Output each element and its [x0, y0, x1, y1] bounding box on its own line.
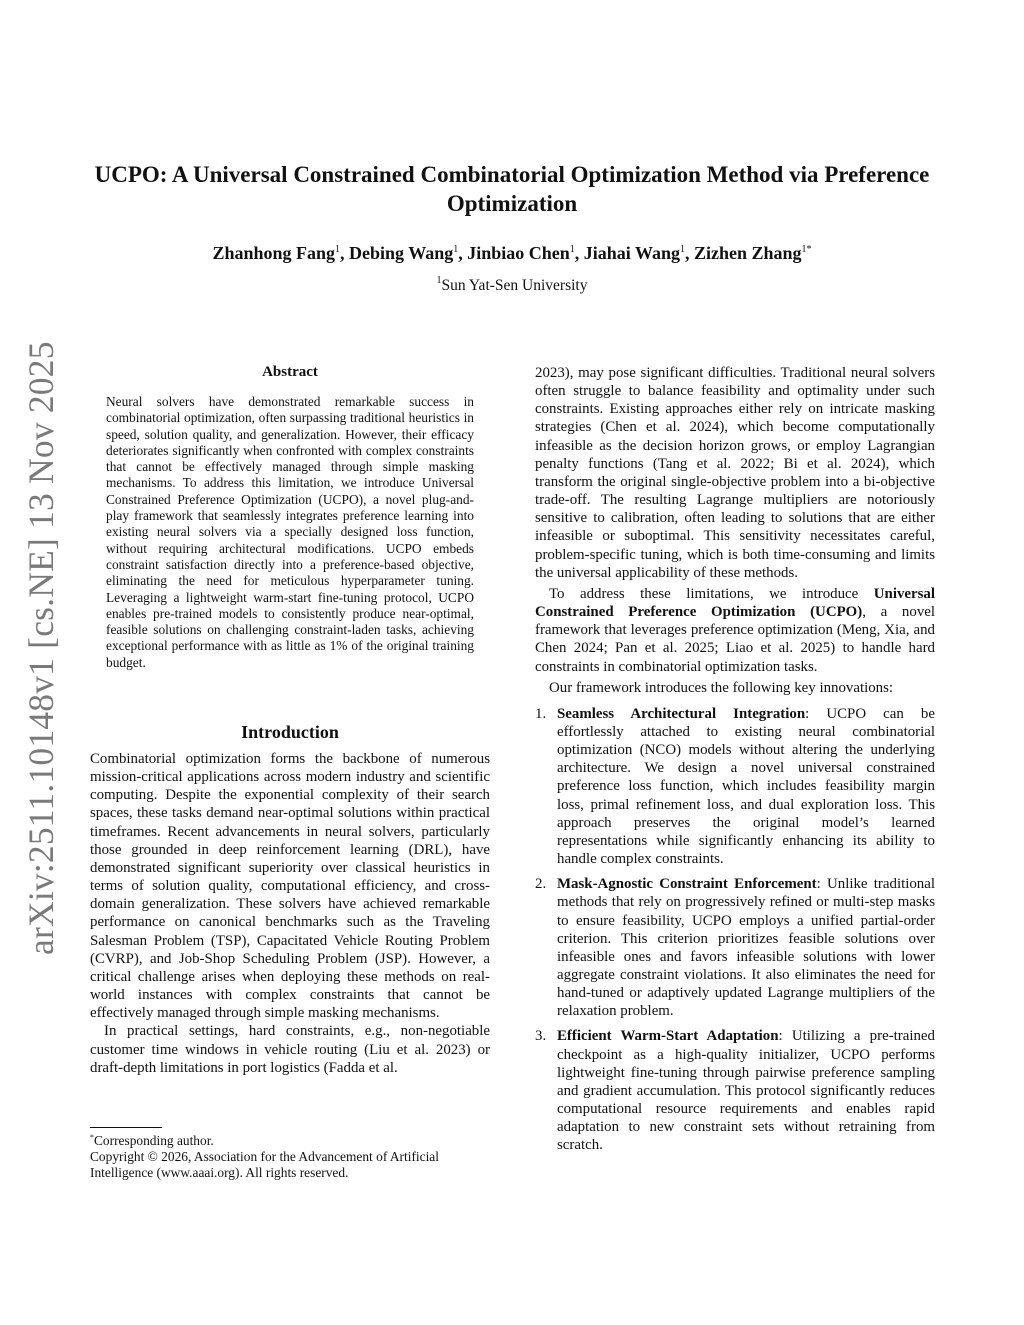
right-column — [535, 364, 935, 1162]
introduction-body — [90, 750, 490, 1077]
introduction-heading: Introduction — [241, 722, 339, 742]
paragraph: Combinatorial optimization forms the backbone of numerous mission-critical applications across modern industry and scientific computing. Despite the exponential complexity of their search spaces, these tasks demand near-optimal solutions within practical timeframes. Recent advancements in neural solvers, particularly those grounded in deep reinforcement learning (DRL), have demonstrated significant superiority over classical heuristics in terms of solution quality, computational efficiency, and cross-domain generalization. These solvers have achieved remarkable performance on canonical benchmarks such as the Traveling Salesman Problem (TSP), Capacitated Vehicle Routing Problem (CVRP), and Job-Shop Scheduling Problem (JSP). However, a critical challenge arises when deploying these methods on real-world instances with complex constraints that cannot be effectively managed through simple masking mechanisms. — [90, 751, 490, 1022]
author: Debing Wang$^1$, — [349, 243, 468, 263]
paragraph: Our framework introduces the following key innovations: — [549, 679, 894, 696]
abstract-text: Neural solvers have demonstrated remarkable success in combinatorial optimization, often surpassing traditional heuristics in speed, solution quality, and generalization. However, their efficacy deteriorates significantly when confronted with complex constraints that cannot be effectively managed through simple masking mechanisms. To address this limitation, we introduce Universal Constrained Preference Optimization (UCPO), a novel plug-and-play framework that seamlessly integrates preference learning into existing neural solvers via a specially designed loss function, without requiring architectural modifications. UCPO embeds constraint satisfaction directly into a preference-based objective, eliminating the need for meticulous hyperparameter tuning. Leveraging a lightweight warm-start fine-tuning protocol, UCPO enables pre-trained models to consistently produce near-optimal, feasible solutions on challenging constraint-laden tasks, achieving exceptional performance with as little as 1% of the original training budget. — [106, 394, 474, 670]
paper-title: UCPO: A Universal Constrained Combinatorial Optimization Method via Preference Optimization — [94, 162, 930, 216]
arxiv-identifier: arXiv:2511.10148v1 [cs.NE] 13 Nov 2025 — [21, 341, 61, 955]
footnotes — [90, 1130, 490, 1181]
affiliation: $^1$Sun Yat-Sen University — [436, 275, 588, 294]
author: Jinbiao Chen$^1$, — [467, 243, 584, 263]
paragraph: In practical settings, hard constraints, e.g., non-negotiable customer time windows in vehicle routing (Liu et al. 2023) or draft-depth limitations in port logistics (Fadda et al. — [90, 1023, 490, 1076]
corresponding-author-note: *Corresponding author. — [90, 1133, 214, 1148]
paragraph: 2023), may pose significant difficulties. Traditional neural solvers often struggle to balance feasibility and optimality under such constraints. Existing approaches either rely on intricate masking strategies (Chen et al. 2024), which become computationally infeasible as the decision horizon grows, or employ Lagrangian penalty functions (Tang et al. 2022; Bi et al. 2024), which transform the original single-objective problem into a bi-objective trade-off. The resulting Lagrange multipliers are notoriously sensitive to calibration, often leading to solutions that are either infeasible or suboptimal. This sensitivity necessitates careful, problem-specific tuning, which is both time-consuming and limits the universal applicability of these methods. — [535, 365, 935, 581]
author: Jiahai Wang$^1$, — [583, 243, 694, 263]
list-item: 3. Efficient Warm-Start Adaptation: Utilizing a pre-trained checkpoint as a high-quality initializer, UCPO performs lightweight fine-tuning through pairwise preference sampling and gradient accumulation. This protocol significantly reduces computational resource requirements and enables rapid adaptation to new constraint sets without retraining from scratch. — [535, 1028, 935, 1154]
list-item: 2. Mask-Agnostic Constraint Enforcement: Unlike traditional methods that rely on progressively refined or multi-step masks to ensure feasibility, UCPO employs a unified partial-order criterion. This criterion prioritizes feasible solutions over infeasible ones and favors infeasible solutions with lower aggregate constraint violations. It also eliminates the need for hand-tuned or adaptively updated Lagrange multipliers of the relaxation problem. — [535, 876, 935, 1020]
abstract-heading: Abstract — [262, 364, 318, 380]
paragraph: To address these limitations, we introduce Universal Constrained Preference Optimization (UCPO), a novel framework that leverages preference optimization (Meng, Xia, and Chen 2024; Pan et al. 2025; Liao et al. 2025) to handle hard constraints in combinatorial optimization tasks. — [535, 585, 936, 675]
list-item: 1. Seamless Architectural Integration: UCPO can be effortlessly attached to existing neural combinatorial optimization (NCO) models without altering the underlying architecture. We design a novel universal constrained preference loss function, which includes feasibility margin loss, primal refinement loss, and dual exploration loss. This approach preserves the original model’s learned representations while significantly enhancing its ability to handle complex constraints. — [535, 705, 935, 868]
copyright-notice: Copyright © 2026, Association for the Advancement of Artificial Intelligence (www.aaai.org). All rights reserved. — [90, 1149, 439, 1180]
author: Zhanhong Fang$^1$, — [212, 243, 350, 263]
author-list — [90, 238, 934, 265]
author: Zizhen Zhang$^{1*}$ — [693, 243, 812, 263]
innovation-list — [535, 705, 935, 1155]
footnote-divider — [90, 1127, 162, 1128]
